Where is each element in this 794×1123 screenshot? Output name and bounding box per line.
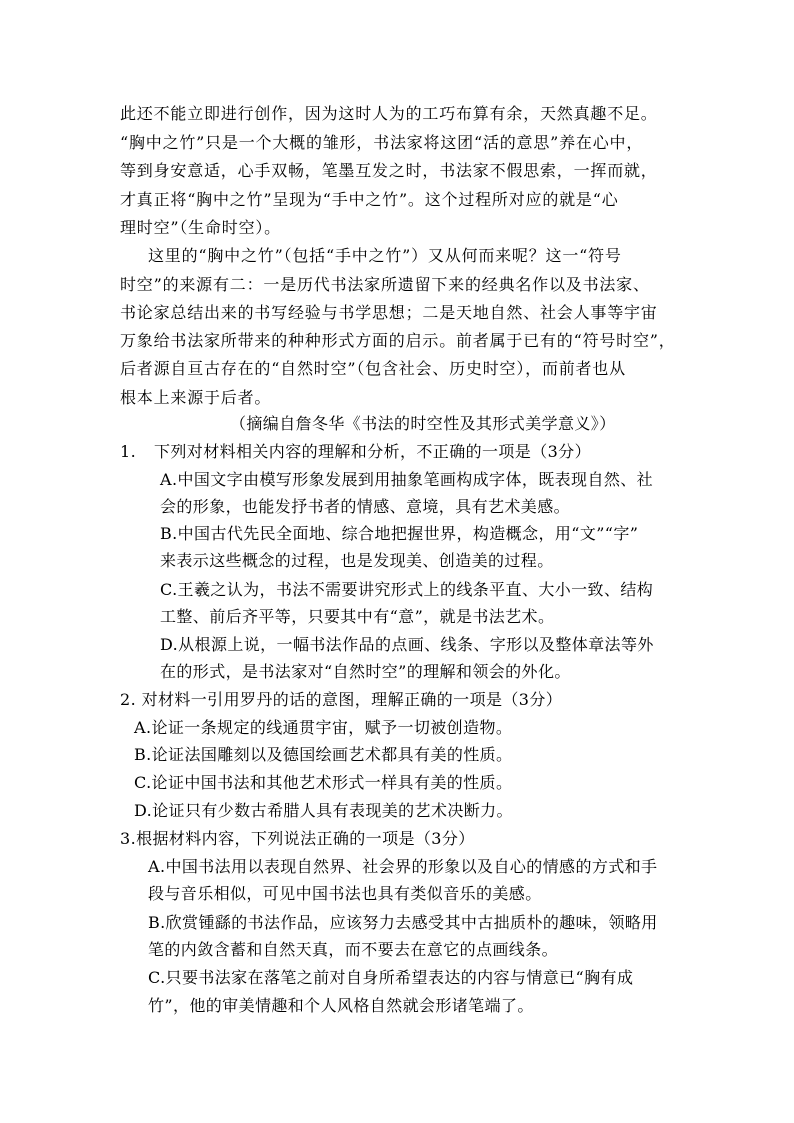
question-3-option-a-cont: 段与音乐相似，可见中国书法也具有类似音乐的美感。: [148, 884, 542, 903]
question-1-option-b-cont: 来表示这些概念的过程，也是发现美、创造美的过程。: [160, 551, 554, 570]
passage-line: 后者源自亘古存在的“自然时空”（包含社会、历史时空），而前者也从: [120, 359, 626, 378]
question-1-option-c-cont: 工整、前后齐平等，只要其中有“意”，就是书法艺术。: [160, 607, 555, 626]
question-1-option-d: D.从根源上说，一幅书法作品的点画、线条、字形以及整体章法等外: [160, 635, 654, 654]
passage-line: “胸中之竹”只是一个大概的雏形，书法家将这团“活的意思”养在心中，: [120, 133, 644, 152]
question-text: 根据材料内容，下列说法正确的一项是（3分）: [136, 829, 475, 848]
question-1-option-a: A.中国文字由模写形象发展到用抽象笔画构成字体，既表现自然、社: [160, 470, 654, 489]
question-3-option-a: A.中国书法用以表现自然界、社会界的形象以及自心的情感的方式和手: [148, 857, 658, 876]
question-number: 3.: [120, 829, 137, 848]
question-1-option-b: B.中国古代先民全面地、综合地把握世界，构造概念，用“文”“字”: [160, 524, 639, 543]
question-3-stem: [120, 829, 475, 849]
question-2-option-d: D.论证只有少数古希腊人具有表现美的艺术决断力。: [134, 801, 513, 820]
passage-line: 等到身安意适，心手双畅，笔墨互发之时，书法家不假思索，一挥而就，: [120, 161, 658, 180]
passage-source: （摘编自詹冬华《书法的时空性及其形式美学意义》）: [230, 414, 616, 433]
passage-line: 书论家总结出来的书写经验与书学思想；二是天地自然、社会人事等宇宙: [120, 303, 658, 322]
passage-line: 才真正将“胸中之竹”呈现为“手中之竹”。这个过程所对应的就是“心: [120, 190, 619, 209]
question-3-option-b: B.欣赏锺繇的书法作品，应该努力去感受其中古拙质朴的趣味，领略用: [148, 913, 658, 932]
question-1-stem: [120, 442, 591, 462]
question-number: 1.: [120, 442, 137, 461]
question-3-option-b-cont: 笔的内敛含蓄和自然天真，而不要去在意它的点画线条。: [148, 940, 559, 959]
passage-line: 万象给书法家所带来的种种形式方面的启示。前者属于已有的“符号时空”，: [120, 331, 676, 350]
question-1-option-d-cont: 在的形式，是书法家对“自然时空”的理解和领会的外化。: [160, 662, 571, 681]
question-3-option-c-cont: 竹”，他的审美情趣和个人风格自然就会形诸笔端了。: [148, 996, 534, 1015]
passage-line: 理时空”（生命时空）。: [120, 218, 281, 237]
passage-line: 这里的“胸中之竹”（包括“手中之竹”）又从何而来呢？这一“符号: [148, 246, 622, 265]
question-number: 2.: [120, 690, 137, 709]
question-text: 下列对材料相关内容的理解和分析，不正确的一项是（3分）: [154, 442, 591, 461]
question-1-option-a-cont: 会的形象，也能发抒书者的情感、意境，具有艺术美感。: [160, 497, 571, 516]
question-text: 对材料一引用罗丹的话的意图，理解正确的一项是（3分）: [141, 690, 563, 709]
passage-line: 此还不能立即进行创作，因为这时人为的工巧布算有余，天然真趣不足。: [120, 104, 658, 123]
question-2-option-c: C.论证中国书法和其他艺术形式一样具有美的性质。: [134, 773, 513, 792]
question-2-stem: [120, 690, 562, 710]
passage-line: 根本上来源于后者。: [120, 388, 272, 407]
question-3-option-c: C.只要书法家在落笔之前对自身所希望表达的内容与情意已“胸有成: [148, 968, 634, 987]
passage-line: 时空”的来源有二：一是历代书法家所遗留下来的经典名作以及书法家、: [120, 275, 650, 294]
question-2-option-a: A.论证一条规定的线通贯宇宙，赋予一切被创造物。: [134, 718, 513, 737]
question-1-option-c: C.王羲之认为，书法不需要讲究形式上的线条平直、大小一致、结构: [160, 580, 654, 599]
question-2-option-b: B.论证法国雕刻以及德国绘画艺术都具有美的性质。: [134, 745, 513, 764]
